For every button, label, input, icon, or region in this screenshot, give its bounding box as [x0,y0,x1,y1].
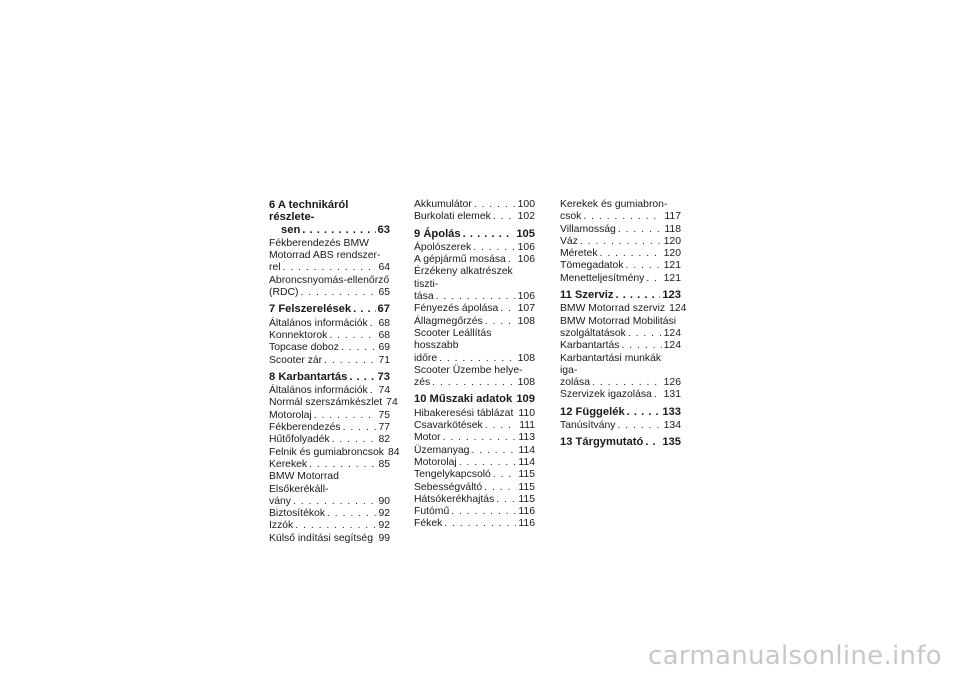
toc-entry-title: 12 Függelék [560,405,625,418]
toc-entry-title: 6 A technikáról részlete- [269,199,349,224]
toc-leader-dots [592,377,662,389]
toc-entry-title: Váz [560,235,578,247]
toc-entry-title: Motorrad ABS rendszer- [269,250,381,262]
toc-column-3 [560,199,687,451]
toc-entry-title: (RDC) [269,287,299,299]
toc-entry-title: Tanúsítvány [560,420,616,432]
toc-entry-title: Hátsókerékhajtás [414,493,495,505]
toc-page-number: 64 [378,262,390,274]
toc-page-number: 84 [387,446,400,458]
toc-entry-title: Általános információk [269,385,368,397]
toc-page-number: 106 [517,241,535,253]
toc-leader-dots [327,508,376,520]
toc-entry-title: Normál szerszámkészlet [269,397,383,409]
toc-entry[interactable] [269,410,390,422]
toc-entry[interactable] [414,469,535,481]
toc-entry[interactable] [269,446,400,459]
toc-leader-dots [463,228,515,240]
toc-page-number: 68 [378,317,390,329]
toc-page-number: 71 [378,354,390,366]
toc-entry[interactable] [269,385,390,397]
toc-entry-title: Biztosítékok [269,508,326,520]
toc-page-number: 73 [377,370,390,383]
toc-entry-title: Scooter Leállítás hosszabb [414,327,492,352]
toc-leader-dots [324,355,376,367]
toc-leader-dots [627,406,661,418]
toc-page-number: 117 [664,211,681,223]
toc-page-number: 116 [518,506,535,518]
toc-entry-title: Szervizek igazolása [560,389,652,401]
toc-entry-title: Burkolati elemek [414,211,491,223]
toc-entry[interactable] [269,434,390,446]
toc-chapter[interactable] [414,393,535,405]
toc-entry-title: 11 Szerviz [560,289,614,302]
toc-page-number: 109 [516,393,535,406]
toc-entry[interactable] [414,506,535,518]
watermark-text: carmanualsonline.info [647,641,942,671]
toc-entry[interactable] [414,199,535,211]
toc-page-number: 63 [377,223,390,236]
toc-entry-title: Motor [414,432,441,444]
toc-entry[interactable] [560,260,681,272]
toc-leader-dots [444,518,516,530]
toc-entry-title: Scooter zár [269,354,323,366]
toc-entry-title: szolgáltatások [560,327,626,339]
toc-leader-dots [314,410,377,422]
toc-entry-title: Futómű [414,506,450,518]
toc-entry[interactable] [414,432,535,444]
toc-page-number: 65 [378,287,390,299]
toc-leader-dots [645,436,660,448]
toc-entry[interactable] [560,248,681,260]
toc-leader-dots [329,330,376,342]
toc-leader-dots [616,289,661,301]
toc-page-number: 67 [377,303,390,316]
toc-entry-title: Konnektorok [269,329,328,341]
toc-entry[interactable] [414,408,535,420]
toc-chapter[interactable] [560,436,681,448]
toc-entry-title: Abroncsnyomás-ellenőrző [269,274,390,286]
toc-leader-dots [617,420,661,432]
toc-entry[interactable] [269,471,390,508]
toc-entry-title: 13 Tárgymutató [560,436,644,449]
toc-entry-title: időre [414,352,438,364]
toc-leader-dots [474,199,516,211]
toc-leader-dots [370,318,377,330]
toc-entry-title: sen [281,223,301,236]
toc-page-number: 133 [662,405,681,418]
toc-page-number: 108 [517,352,535,364]
toc-page-number: 113 [518,432,535,444]
toc-entry[interactable] [269,355,390,367]
toc-page-number: 123 [662,289,681,302]
toc-entry[interactable] [560,389,681,401]
toc-leader-dots [283,262,377,274]
toc-page-number: 85 [378,458,390,470]
toc-entry[interactable] [269,520,390,532]
toc-leader-dots [618,224,663,236]
toc-page-number: 115 [518,469,535,481]
toc-entry[interactable] [269,342,390,354]
toc-entry-title: Karbantartási munkák iga- [560,352,662,376]
toc-leader-dots [293,496,376,508]
toc-entry-title: Állagmegőrzés [414,315,483,327]
toc-entry-title: Tengelykapcsoló [414,469,491,481]
toc-entry-title: Csavarkötések [414,420,483,432]
toc-entry-title: Fékek [414,518,443,530]
toc-page-number: 134 [663,420,681,432]
toc-entry[interactable] [269,459,390,471]
toc-page-number: 110 [518,407,535,419]
toc-page-number: 120 [663,235,681,247]
toc-page-number: 75 [378,409,390,421]
toc-entry[interactable] [269,422,390,434]
toc-entry[interactable] [560,353,681,390]
toc-entry-title: Izzók [269,520,294,532]
toc-page-number: 115 [518,481,535,493]
toc-entry[interactable] [560,273,681,285]
toc-entry[interactable] [560,420,681,432]
toc-entry-title: csok [560,211,582,223]
toc-page-number: 100 [517,199,535,210]
toc-entry-title: Üzemanyag [414,444,470,456]
toc-page-number: 111 [519,420,535,432]
toc-leader-dots [508,254,516,266]
toc-entry[interactable] [414,266,535,303]
toc-entry[interactable] [414,457,535,469]
toc-page-number: 115 [518,493,535,505]
toc-leader-dots [622,340,662,352]
toc-entry[interactable] [560,224,681,236]
toc-page-number: 82 [378,434,390,446]
toc-entry-title: Menetteljesítmény [560,272,645,284]
toc-entry-title: zés [414,377,431,389]
toc-entry-title: 7 Felszerelések [269,303,352,316]
toc-leader-dots [295,520,376,532]
toc-leader-dots [343,422,377,434]
toc-entry-title: Topcase doboz [269,342,339,354]
toc-column-2 [414,199,535,531]
toc-leader-dots [500,303,515,315]
toc-entry[interactable] [414,482,535,494]
toc-entry-title: Motorolaj [269,409,312,421]
toc-page-number: 106 [517,254,535,266]
toc-page-number: 116 [518,518,535,530]
toc-page-number: 124 [663,340,681,352]
toc-entry-title: Motorolaj [414,456,457,468]
toc-leader-dots [443,432,517,444]
toc-entry-title: Fényezés ápolása [414,303,499,315]
toc-entry-title: BMW Motorrad szerviz [560,303,666,315]
toc-leader-dots [375,533,376,545]
toc-leader-dots [484,482,516,494]
toc-page-number: 114 [518,444,535,456]
toc-entry[interactable] [269,397,398,409]
toc-page-number: 102 [517,211,535,223]
toc-entry-title: Fékberendezés [269,422,341,434]
toc-entry-title: Ápolószerek [414,241,472,253]
toc-page-number: 92 [378,508,390,520]
toc-leader-dots [300,287,376,299]
toc-page-number: 106 [517,291,535,303]
toc-entry-title: Akkumulátor [414,199,472,210]
toc-chapter[interactable] [560,289,681,301]
toc-page-number: 68 [378,329,390,341]
toc-page-number: 108 [517,315,535,327]
toc-entry-title: Karbantartás [560,340,620,352]
toc-page-number: 121 [663,260,681,272]
toc-page-number: 131 [663,389,681,401]
toc-entry[interactable] [414,494,535,506]
toc-entry[interactable] [269,330,390,342]
toc-leader-dots [436,291,516,303]
toc-chapter[interactable] [414,228,535,240]
toc-leader-dots [432,377,515,389]
toc-leader-dots [439,353,516,365]
toc-page-number: 107 [517,303,535,315]
toc-leader-dots [471,445,516,457]
toc-leader-dots [654,389,662,401]
toc-entry-title: Hűtőfolyadék [269,434,330,446]
toc-entry-title: Külső indítási segítség [269,532,373,544]
toc-entry-title: Hibakeresési táblázat [414,407,514,419]
toc-leader-dots [496,494,516,506]
toc-entry-title: Sebességváltó [414,481,483,493]
toc-leader-dots [493,469,517,481]
toc-entry[interactable] [269,275,390,300]
toc-leader-dots [646,273,661,285]
toc-entry[interactable] [414,518,535,530]
toc-entry-title: Tömegadatok [560,260,624,272]
toc-entry-title: A gépjármű mosása [414,254,506,266]
toc-page-number: 99 [378,532,390,544]
toc-entry-title: rel [269,262,281,274]
toc-entry[interactable] [560,199,681,224]
toc-entry-title: Érzékeny alkatrészek tiszti- [414,266,513,290]
toc-entry[interactable] [269,318,390,330]
toc-entry-title: Scooter Üzembe helye- [414,364,523,376]
toc-page-number: 114 [518,456,535,468]
toc-page-number: 118 [664,223,681,235]
toc-leader-dots [583,211,662,223]
toc-page-number: 124 [669,303,687,315]
toc-entry[interactable] [269,533,390,545]
toc-entry[interactable] [414,211,535,223]
toc-chapter[interactable] [269,303,390,315]
toc-chapter[interactable] [269,199,390,236]
toc-leader-dots [353,303,375,315]
toc-page-number: 126 [663,377,681,389]
toc-leader-dots [485,420,517,432]
toc-entry-title: zolása [560,377,591,389]
toc-entry-title: Felnik és gumiabroncsok [269,446,384,458]
toc-entry[interactable] [414,328,535,365]
toc-page-number: 108 [517,377,535,389]
toc-entry-title: BMW Motorrad Mobilitási [560,315,677,327]
toc-leader-dots [600,248,662,260]
toc-entry[interactable] [269,238,390,275]
toc-entry[interactable] [414,254,535,266]
toc-leader-dots [485,316,516,328]
toc-leader-dots [626,260,662,272]
toc-leader-dots [349,371,375,383]
toc-page-number: 120 [663,248,681,260]
toc-entry-title: tása [414,291,434,303]
toc-entry-title: 10 Műszaki adatok [414,393,513,406]
toc-entry[interactable] [560,316,681,341]
toc-entry[interactable] [414,303,535,315]
toc-chapter[interactable] [269,371,390,383]
toc-leader-dots [459,457,517,469]
toc-page-number: 124 [663,327,681,339]
toc-entry[interactable] [414,445,535,457]
toc-entry-title: Kerekek [269,458,308,470]
toc-entry-title: vány [269,495,291,507]
toc-column-1 [269,199,400,545]
toc-entry-title: Kerekek és gumiabron- [560,199,668,210]
toc-leader-dots [451,506,516,518]
toc-entry-title: 9 Ápolás [414,227,461,240]
toc-page-number: 92 [378,520,390,532]
toc-entry-title: Méretek [560,248,598,260]
toc-entry-title: BMW Motorrad Elsőkerékáll- [269,471,339,495]
toc-leader-dots [309,459,376,471]
toc-entry[interactable] [560,236,681,248]
toc-entry[interactable] [269,508,390,520]
toc-entry-title: Fékberendezés BMW [269,237,369,249]
toc-entry-title: Villamosság [560,223,616,235]
toc-leader-dots [302,224,375,236]
toc-page-number: 121 [663,272,681,284]
toc-leader-dots [628,328,662,340]
toc-page-number: 90 [378,495,390,507]
toc-leader-dots [493,211,516,223]
toc-page-number: 69 [378,342,390,354]
toc-leader-dots [370,385,377,397]
toc-chapter[interactable] [560,406,681,418]
toc-leader-dots [341,342,377,354]
toc-page-number: 77 [378,422,390,434]
toc-leader-dots [473,242,515,254]
toc-leader-dots [332,434,377,446]
toc-page-number: 135 [662,436,681,449]
toc-entry[interactable] [414,365,535,390]
toc-leader-dots [580,236,662,248]
toc-entry[interactable] [414,242,535,254]
toc-entry[interactable] [560,340,681,352]
toc-leader-dots [515,408,516,420]
toc-entry[interactable] [414,420,535,432]
toc-entry-title: 8 Karbantartás [269,370,348,383]
toc-entry[interactable] [414,316,535,328]
toc-page-number: 74 [378,385,390,397]
toc-entry-title: Általános információk [269,317,368,329]
toc-entry[interactable] [560,303,687,315]
toc-page-number: 74 [386,397,398,409]
toc-page-number: 105 [516,227,535,240]
